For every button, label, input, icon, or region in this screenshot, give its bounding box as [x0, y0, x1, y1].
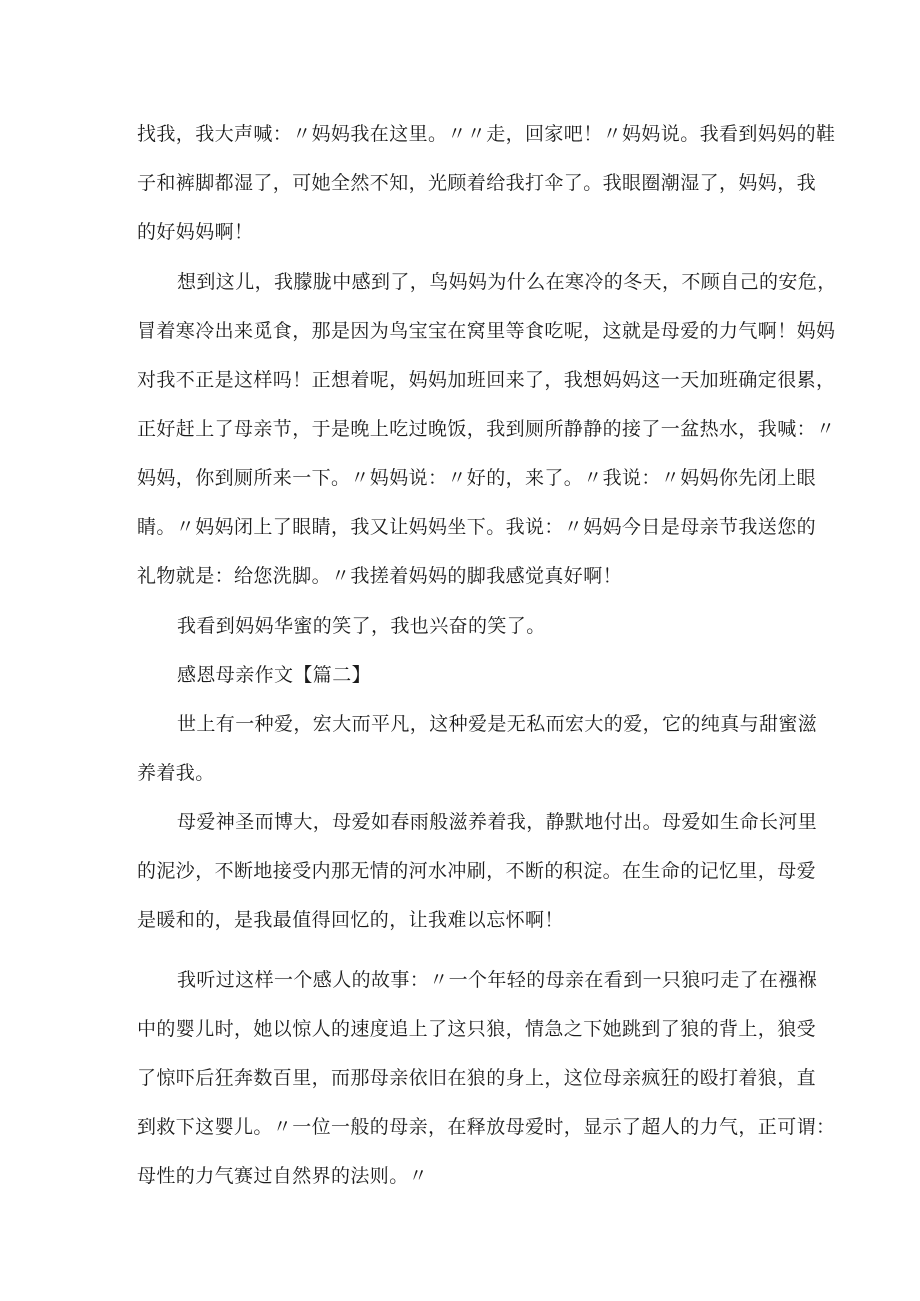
text-line-9: 睛。〃妈妈闭上了眼睛，我又让妈妈坐下。我说：〃妈妈今日是母亲节我送您的: [137, 516, 817, 538]
text-line-8: 妈妈，你到厕所来一下。〃妈妈说：〃好的，来了。〃我说：〃妈妈你先闭上眼: [137, 467, 817, 489]
text-line-19: 中的婴儿时，她以惊人的速度追上了这只狼，情急之下她跳到了狼的背上，狼受: [137, 1018, 817, 1040]
text-line-3: 的好妈妈啊！: [137, 221, 254, 243]
text-line-22: 母性的力气赛过自然界的法则。〃: [137, 1165, 429, 1187]
text-line-20: 了惊吓后狂奔数百里，而那母亲依旧在狼的身上，这位母亲疯狂的殴打着狼，直: [137, 1067, 817, 1089]
text-line-7: 正好赶上了母亲节，于是晚上吃过晚饭，我到厕所静静的接了一盆热水，我喊：〃: [137, 418, 836, 440]
text-line-10: 礼物就是：给您洗脚。〃我搓着妈妈的脚我感觉真好啊！: [137, 565, 623, 587]
text-line-11: 我看到妈妈华蜜的笑了，我也兴奋的笑了。: [177, 615, 546, 637]
text-line-2: 子和裤脚都湿了，可她全然不知，光顾着给我打伞了。我眼圈潮湿了，妈妈，我: [137, 172, 817, 194]
text-line-16: 的泥沙，不断地接受内那无情的河水冲刷，不断的积淀。在生命的记忆里，母爱: [137, 860, 817, 882]
text-line-5: 冒着寒冷出来觅食，那是因为鸟宝宝在窝里等食吃呢，这就是母爱的力气啊！妈妈: [137, 320, 836, 342]
section-heading: 感恩母亲作文【篇二】: [177, 664, 372, 686]
text-line-6: 对我不正是这样吗！正想着呢，妈妈加班回来了，我想妈妈这一天加班确定很累，: [137, 369, 836, 391]
text-line-21: 到救下这婴儿。〃一位一般的母亲，在释放母爱时，显示了超人的力气，正可谓：: [137, 1116, 836, 1138]
text-line-18: 我听过这样一个感人的故事：〃一个年轻的母亲在看到一只狼叼走了在襁褓: [177, 969, 818, 991]
text-line-14: 养着我。: [137, 762, 215, 784]
text-line-13: 世上有一种爱，宏大而平凡，这种爱是无私而宏大的爱，它的纯真与甜蜜滋: [177, 713, 818, 735]
text-line-17: 是暖和的，是我最值得回忆的，让我难以忘怀啊！: [137, 909, 564, 931]
text-line-15: 母爱神圣而博大，母爱如春雨般滋养着我，静默地付出。母爱如生命长河里: [177, 811, 818, 833]
text-line-4: 想到这儿，我朦胧中感到了，鸟妈妈为什么在寒冷的冬天，不顾自己的安危，: [177, 271, 837, 293]
text-line-1: 找我，我大声喊：〃妈妈我在这里。〃〃走，回家吧！〃妈妈说。我看到妈妈的鞋: [137, 123, 836, 145]
